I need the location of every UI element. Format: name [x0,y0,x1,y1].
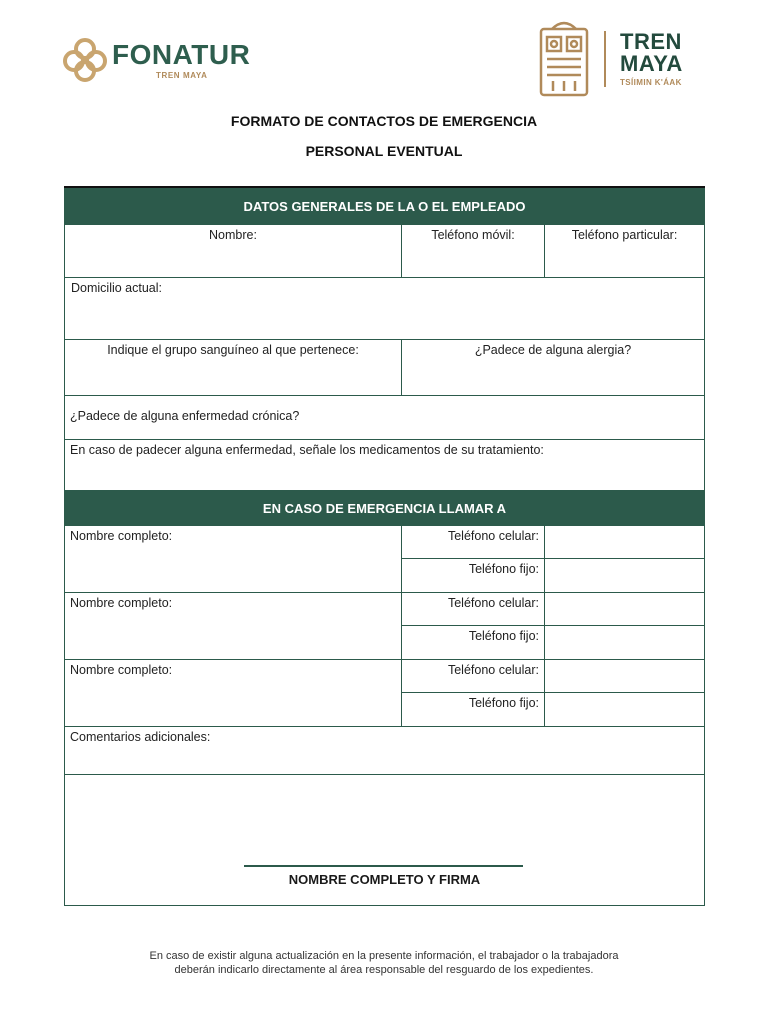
domicilio-label: Domicilio actual: [71,281,163,295]
tsiimin-kaak-text: TSÍIMIN K'ÁAK [620,78,682,87]
contacto-2-fijo-input[interactable] [544,625,705,660]
enfermedad-cronica-label: ¿Padece de alguna enfermedad crónica? [70,409,300,423]
grupo-sanguineo-label: Indique el grupo sanguíneo al que pertenece: [107,343,359,357]
alergia-label: ¿Padece de alguna alergia? [474,343,632,357]
medicamentos-label: En caso de padecer alguna enfermedad, señale los medicamentos de su tratamiento: [70,443,544,457]
fonatur-logo [62,34,250,86]
grupo-sanguineo-field[interactable] [64,339,402,396]
contacto-celular-label: Teléfono celular: [447,663,539,677]
form-title: FORMATO DE CONTACTOS DE EMERGENCIA [230,113,538,129]
footer-line-2: deberán indicarlo directamente al área responsable del resguardo de los expedientes. [174,964,594,976]
contacto-1-fijo-input[interactable] [544,558,705,593]
contacto-2-celular-label-cell [401,592,545,626]
signature-line [244,865,523,867]
contacto-celular-label: Teléfono celular: [447,596,539,610]
telefono-particular-label: Teléfono particular: [571,228,678,242]
logo-divider [604,31,606,87]
enfermedad-cronica-field[interactable] [64,395,705,440]
contacto-2-fijo-label-cell [401,625,545,660]
contacto-1-celular-input[interactable] [544,525,705,559]
signature-label: NOMBRE COMPLETO Y FIRMA [288,872,481,887]
contacto-nombre-label: Nombre completo: [70,663,173,677]
contacto-3-celular-label-cell [401,659,545,693]
section-header-emergency-contact: EN CASO DE EMERGENCIA LLAMAR A [64,490,705,526]
contacto-celular-label: Teléfono celular: [447,529,539,543]
contacto-3-celular-input[interactable] [544,659,705,693]
nombre-label: Nombre: [209,228,257,242]
contacto-nombre-label: Nombre completo: [70,529,173,543]
tren-text: TREN [620,29,682,54]
emergency-contact-form [64,186,705,906]
telefono-movil-label: Teléfono móvil: [431,228,515,242]
telefono-movil-field[interactable] [401,224,545,278]
fonatur-name: FONATUR [112,38,251,70]
telefono-particular-field[interactable] [544,224,705,278]
contacto-3-fijo-label-cell [401,692,545,727]
contacto-2-nombre-field[interactable] [64,592,402,660]
comentarios-field[interactable] [64,726,705,775]
fonatur-subtitle: TREN MAYA [156,70,208,80]
knot-logo-icon [62,37,108,83]
contacto-nombre-label: Nombre completo: [70,596,173,610]
alergia-field[interactable] [401,339,705,396]
footer-line-1: En caso de existir alguna actualización en la presente información, el trabajador o la trabajadora [149,950,619,962]
maya-glyph-icon [538,19,590,99]
contacto-fijo-label: Teléfono fijo: [468,696,539,710]
contacto-fijo-label: Teléfono fijo: [468,629,539,643]
maya-text: MAYA [620,51,683,76]
tren-maya-logo [538,18,683,100]
footer-note [60,949,708,977]
comentarios-label: Comentarios adicionales: [70,730,211,744]
contacto-2-celular-input[interactable] [544,592,705,626]
form-subtitle: PERSONAL EVENTUAL [305,143,463,159]
contacto-1-fijo-label-cell [401,558,545,593]
section-header-employee-data: DATOS GENERALES DE LA O EL EMPLEADO [64,188,705,224]
nombre-field[interactable] [64,224,402,278]
contacto-1-nombre-field[interactable] [64,525,402,593]
contacto-3-fijo-input[interactable] [544,692,705,727]
contacto-1-celular-label-cell [401,525,545,559]
domicilio-field[interactable] [64,277,705,340]
contacto-3-nombre-field[interactable] [64,659,402,727]
contacto-fijo-label: Teléfono fijo: [468,562,539,576]
medicamentos-field[interactable] [64,439,705,491]
